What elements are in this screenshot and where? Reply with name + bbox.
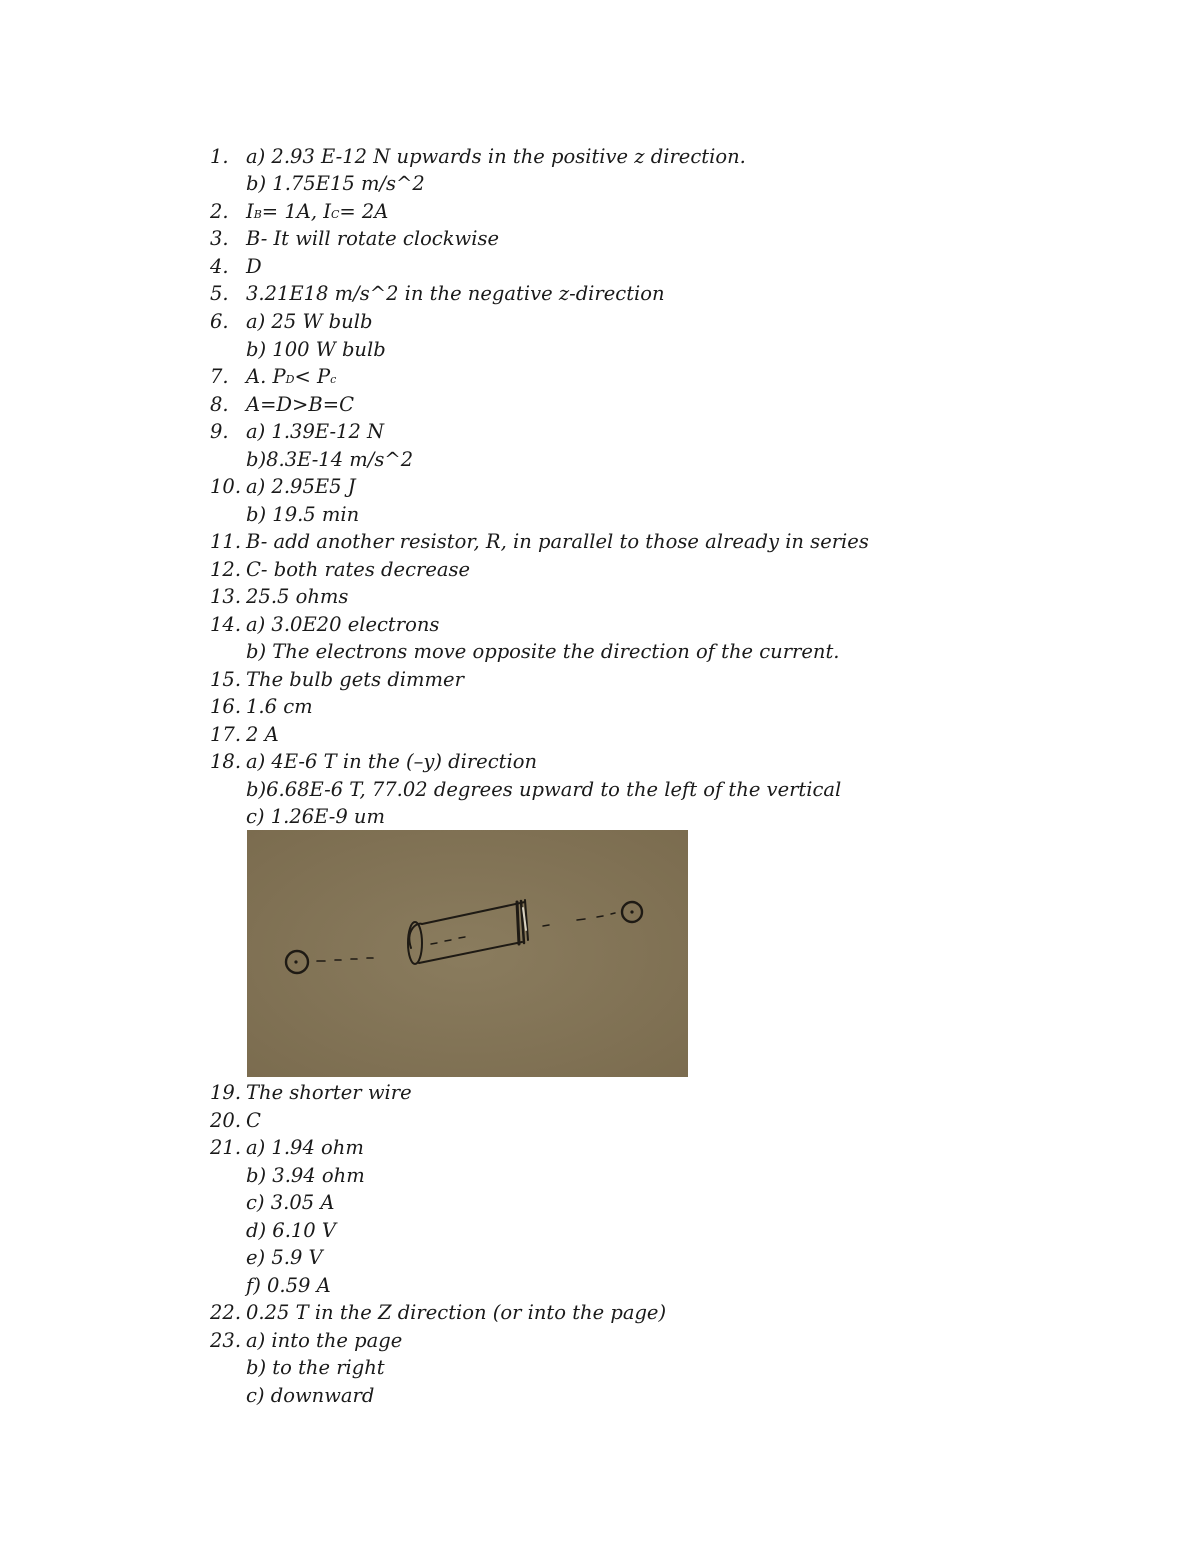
answer-text: 3.21E18 m/s^2 in the negative z-direction (246, 282, 665, 305)
answer-number: 20. (210, 1109, 242, 1132)
answer-number: 10. (210, 475, 242, 498)
answer-text: The shorter wire (246, 1081, 412, 1104)
answer-text: 0.25 T in the Z direction (or into the page) (246, 1301, 667, 1324)
answer-text: B- It will rotate clockwise (246, 227, 500, 250)
answer-text: b)6.68E-6 T, 77.02 degrees upward to the left of the vertical (246, 778, 842, 801)
answer-text: c) downward (246, 1384, 375, 1407)
answer-number: 22. (210, 1301, 242, 1324)
answer-text: D (246, 255, 262, 278)
answer-text: c) 1.26E-9 um (246, 805, 385, 828)
answer-number: 18. (210, 750, 242, 773)
answer-number: 16. (210, 695, 242, 718)
answer-number: 17. (210, 723, 242, 746)
answer-number: 5. (210, 282, 229, 305)
hand-drawn-sketch-photo (247, 830, 688, 1077)
answer-number: 3. (210, 227, 229, 250)
sketch-drawing (247, 830, 688, 1077)
answer-text: e) 5.9 V (246, 1246, 323, 1269)
answer-text: a) 25 W bulb (246, 310, 373, 333)
answer-text: b) 100 W bulb (246, 338, 386, 361)
answer-text: d) 6.10 V (246, 1219, 336, 1242)
answer-number: 12. (210, 558, 242, 581)
answer-number: 9. (210, 420, 229, 443)
answer-number: 23. (210, 1329, 242, 1352)
answer-number: 14. (210, 613, 242, 636)
answer-text: a) 4E-6 T in the (–y) direction (246, 750, 538, 773)
answer-text: IB= 1A, IC= 2A (246, 200, 389, 223)
answer-text: 2 A (246, 723, 279, 746)
answer-text: a) 1.39E-12 N (246, 420, 385, 443)
answer-text: b) to the right (246, 1356, 385, 1379)
answer-text: b) 3.94 ohm (246, 1164, 365, 1187)
answer-text: b) 19.5 min (246, 503, 360, 526)
answer-text: b) 1.75E15 m/s^2 (246, 172, 425, 195)
answer-number: 7. (210, 365, 229, 388)
answer-text: C (246, 1109, 261, 1132)
answer-text: A=D>B=C (246, 393, 354, 416)
answer-number: 1. (210, 145, 229, 168)
answer-text: A. PD< Pc (246, 365, 337, 388)
answer-number: 15. (210, 668, 242, 691)
answer-text: a) 1.94 ohm (246, 1136, 364, 1159)
answer-text: The bulb gets dimmer (246, 668, 464, 691)
answer-text: C- both rates decrease (246, 558, 471, 581)
answer-text: b)8.3E-14 m/s^2 (246, 448, 414, 471)
answer-text: a) 2.95E5 J (246, 475, 356, 498)
answer-text: B- add another resistor, R, in parallel to those already in series (246, 530, 869, 553)
answer-text: c) 3.05 A (246, 1191, 335, 1214)
answer-number: 13. (210, 585, 242, 608)
answer-number: 6. (210, 310, 229, 333)
answer-text: a) into the page (246, 1329, 403, 1352)
answer-number: 21. (210, 1136, 242, 1159)
answer-text: f) 0.59 A (246, 1274, 331, 1297)
answer-text: b) The electrons move opposite the direction of the current. (246, 640, 840, 663)
answer-number: 4. (210, 255, 229, 278)
answer-text: a) 2.93 E-12 N upwards in the positive z direction. (246, 145, 746, 168)
answer-number: 2. (210, 200, 229, 223)
answer-number: 19. (210, 1081, 242, 1104)
answer-text: a) 3.0E20 electrons (246, 613, 440, 636)
answer-number: 11. (210, 530, 242, 553)
answer-text: 25.5 ohms (246, 585, 349, 608)
answer-number: 8. (210, 393, 229, 416)
answer-text: 1.6 cm (246, 695, 313, 718)
